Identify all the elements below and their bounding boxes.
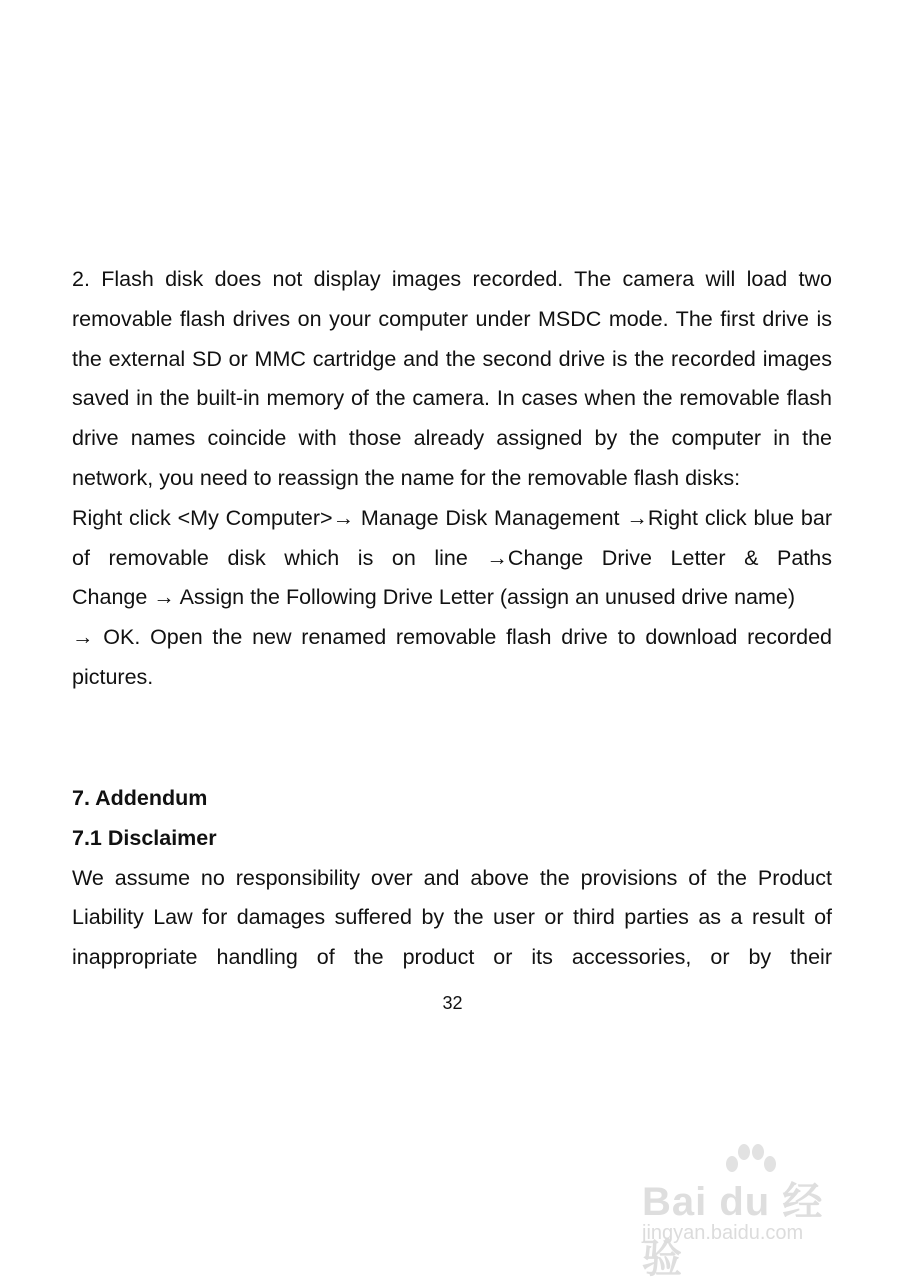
disclaimer-subheading: 7.1 Disclaimer [72, 825, 217, 850]
steps-line-3: → OK. Open the new renamed removable flash drive to download recorded pictures. [72, 625, 832, 689]
addendum-heading: 7. Addendum [72, 786, 208, 810]
watermark-brand: Bai du 经验 [642, 1180, 824, 1281]
steps-line-1: Right click <My Computer>→ Manage Disk Management →Right click blue bar of removable disk which is on line →Change Drive Letter & Paths [72, 505, 832, 570]
section-2-paragraph: 2. Flash disk does not display images recorded. The camera will load two removable flash drives on your computer under MSDC mode. The first drive is the external SD or MMC cartridge and the second drive is the recorded images saved in the built-in memory of the camera. In cases when the removable flash drive names coincide with those already assigned by the computer in the network, you need to reassign the name for the removable flash disks: [72, 267, 832, 490]
watermark-url: jingyan.baidu.com [642, 1222, 804, 1244]
page-number: 32 [442, 993, 463, 1013]
baidu-watermark [640, 1140, 860, 1281]
steps-line-2 [72, 578, 832, 618]
addendum-block [72, 779, 832, 978]
steps-line-2-text: Change → Assign the Following Drive Letter (assign an unused drive name) [72, 585, 796, 610]
section-2-block [72, 260, 832, 698]
disclaimer-paragraph: We assume no responsibility over and above the provisions of the Product Liability Law for damages suffered by the user or third parties as a result of inappropriate handling of the product or its accessories, or by their [72, 865, 832, 970]
